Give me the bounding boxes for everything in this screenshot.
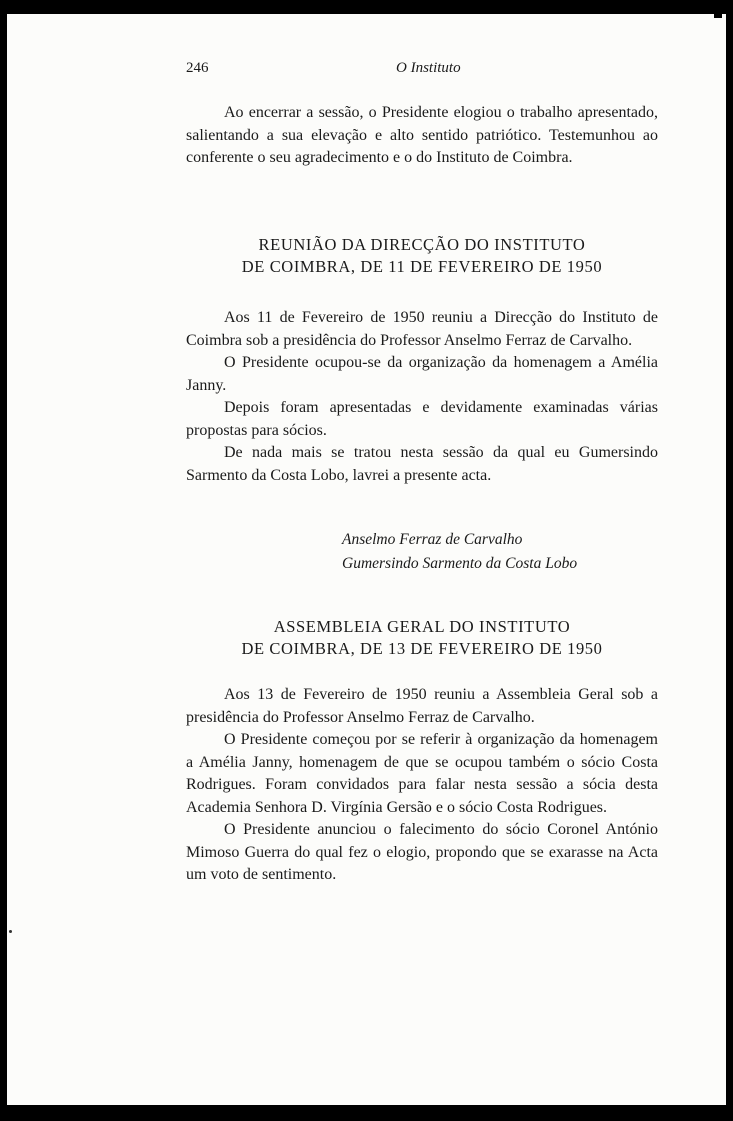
paragraph: Ao encerrar a sessão, o Presidente elogiou o trabalho apresentado, salientando a sua elevação e alto sentido patriótico. Testemunhou ao conferente o seu agradecimento e o do Instituto de Coimbra. — [186, 104, 658, 166]
running-title: O Instituto — [396, 60, 461, 76]
intro-text — [186, 102, 658, 170]
signatures — [342, 528, 577, 576]
paragraph: O Presidente ocupou-se da organização da homenagem a Amélia Janny. — [186, 354, 658, 394]
paragraph: Aos 11 de Fevereiro de 1950 reuniu a Direcção do Instituto de Coimbra sob a presidência do Professor Anselmo Ferraz de Carvalho. — [186, 309, 658, 349]
meeting-minutes — [186, 307, 658, 487]
document-page — [186, 60, 658, 883]
heading-line: DE COIMBRA, DE 11 DE FEVEREIRO DE 1950 — [241, 256, 603, 276]
paragraph: O Presidente anunciou o falecimento do sócio Coronel António Mimoso Guerra do qual fez o elogio, propondo que se exarasse na Acta um voto de sentimento. — [186, 821, 658, 883]
heading-line: DE COIMBRA, DE 13 DE FEVEREIRO DE 1950 — [241, 638, 603, 658]
signature-line: Anselmo Ferraz de Carvalho — [342, 531, 523, 548]
heading-line: ASSEMBLEIA GERAL DO INSTITUTO — [273, 617, 571, 636]
signature-line: Gumersindo Sarmento da Costa Lobo — [342, 555, 578, 572]
section-heading-assembly — [186, 616, 658, 659]
heading-line: REUNIÃO DA DIRECÇÃO DO INSTITUTO — [258, 235, 586, 254]
scan-speck — [9, 930, 12, 933]
page-header — [186, 60, 658, 84]
paragraph: Aos 13 de Fevereiro de 1950 reuniu a Assembleia Geral sob a presidência do Professor Anselmo Ferraz de Carvalho. — [186, 686, 658, 726]
paragraph: De nada mais se tratou nesta sessão da qual eu Gumersindo Sarmento da Costa Lobo, lavrei a presente acta. — [186, 444, 658, 484]
page-number: 246 — [186, 60, 209, 76]
section-heading-meeting — [186, 234, 658, 277]
corner-mark — [714, 0, 722, 18]
paragraph: O Presidente começou por se referir à organização da homenagem a Amélia Janny, homenagem de que se ocupou também o sócio Costa Rodrigues. Foram convidados para falar nesta sessão a sócia desta Academia Senhora D. Virgínia Gersão e o sócio Costa Rodrigues. — [186, 731, 658, 816]
paragraph: Depois foram apresentadas e devidamente examinadas várias propostas para sócios. — [186, 399, 658, 439]
assembly-minutes — [186, 684, 658, 887]
